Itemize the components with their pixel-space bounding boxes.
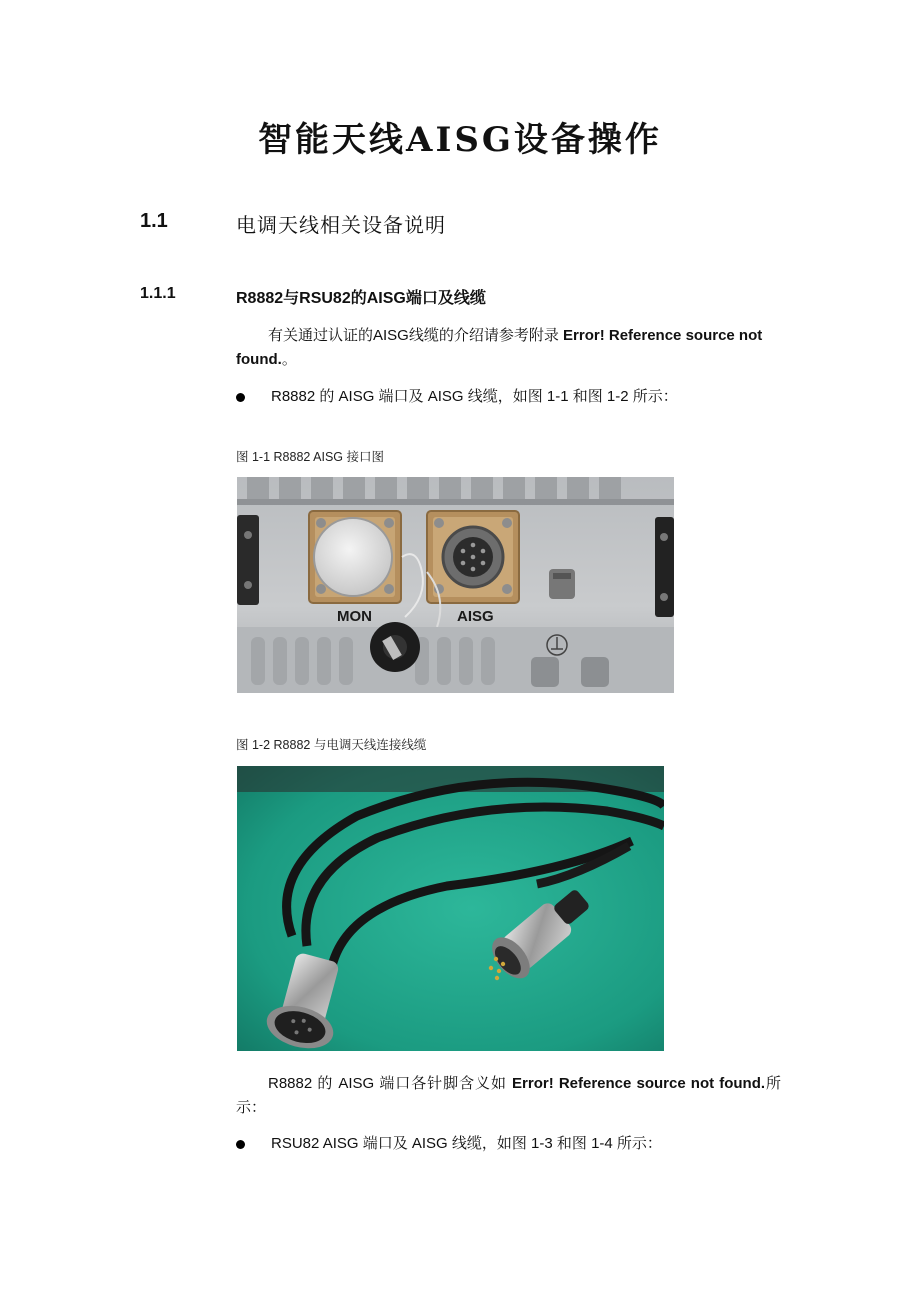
pin-text-end: 所示： (236, 1075, 781, 1116)
pin-text: R8882 的 AISG 端口各针脚含义如 (268, 1075, 513, 1092)
intro-end: 。 (281, 351, 297, 368)
figure-2-caption: 图 1-2 R8882 与电调天线连接线缆 (236, 738, 427, 752)
aisg-port-label: AISG (457, 608, 494, 625)
pin-meaning-paragraph (236, 1072, 781, 1120)
bullet-icon (236, 1140, 245, 1149)
figure-1-photo (237, 477, 674, 693)
figure-1-caption: 图 1-1 R8882 AISG 接口图 (236, 450, 384, 464)
bullet-r8882 (236, 385, 678, 406)
section-title: 电调天线相关设备说明 (236, 215, 446, 237)
mon-port-label: MON (337, 608, 372, 625)
figure-2-photo (237, 766, 664, 1051)
reference-error-link-2: Error! Reference source not found. (512, 1075, 766, 1092)
intro-paragraph (236, 324, 781, 372)
subsection-number: 1.1.1 (140, 285, 176, 302)
bullet-icon (236, 393, 245, 402)
bullet-rsu82-text: RSU82 AISG 端口及 AISG 线缆，如图 1-3 和图 1-4 所示： (271, 1135, 662, 1152)
bullet-rsu82 (236, 1132, 662, 1153)
section-number: 1.1 (140, 210, 168, 232)
bullet-r8882-text: R8882 的 AISG 端口及 AISG 线缆，如图 1-1 和图 1-2 所示： (271, 388, 678, 405)
document-title: 智能天线AISG设备操作 (258, 120, 662, 160)
reference-error-link: Error! Reference source not found. (236, 327, 763, 368)
subsection-title: R8882与RSU82的AISG端口及线缆 (236, 290, 486, 307)
intro-text: 有关通过认证的AISG线缆的介绍请参考附录 (268, 327, 564, 344)
